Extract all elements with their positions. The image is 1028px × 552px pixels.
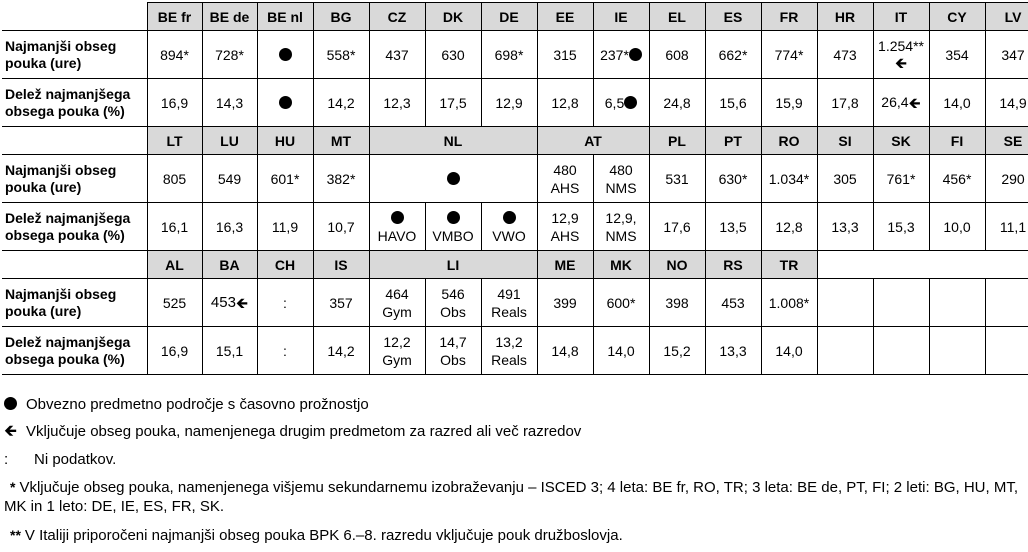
header-row-3 bbox=[2, 251, 1028, 279]
legend-dot-text: Obvezno predmetno področje s časovno prožnostjo bbox=[26, 396, 369, 413]
track-label: HAVO bbox=[377, 227, 417, 244]
country-header: SK bbox=[873, 127, 929, 155]
footnote-double-star bbox=[4, 526, 1024, 545]
data-cell: 12,3 bbox=[369, 79, 425, 127]
data-cell: 16,1 bbox=[147, 203, 202, 251]
flexible-time-dot-icon bbox=[629, 48, 642, 61]
country-header: NL bbox=[369, 127, 537, 155]
data-cell: 17,8 bbox=[817, 79, 873, 127]
country-header: PL bbox=[649, 127, 705, 155]
country-header: LI bbox=[369, 251, 537, 279]
data-cell: 12,9 AHS bbox=[537, 203, 593, 251]
data-cell: 16,9 bbox=[147, 79, 202, 127]
hours-row-2 bbox=[2, 155, 1028, 203]
data-cell: 805 bbox=[147, 155, 202, 203]
data-cell: 11,9 bbox=[257, 203, 313, 251]
data-cell: 16,9 bbox=[147, 327, 202, 375]
star-symbol: * bbox=[10, 479, 16, 495]
corner-cell bbox=[2, 251, 147, 279]
flexible-time-dot-icon bbox=[447, 211, 460, 224]
flexible-time-dot-icon bbox=[624, 96, 637, 109]
flexible-time-dot-icon bbox=[279, 48, 292, 61]
data-cell: 698* bbox=[481, 31, 537, 79]
data-cell: 14,8 bbox=[537, 327, 593, 375]
data-cell: 15,9 bbox=[761, 79, 817, 127]
data-cell: 14,9 bbox=[985, 79, 1028, 127]
cell-value: 6,5 bbox=[604, 94, 625, 111]
empty-cell bbox=[985, 327, 1028, 375]
data-cell: 546 Obs bbox=[425, 279, 481, 327]
data-cell: 12,8 bbox=[537, 79, 593, 127]
cell-value: 1.254** bbox=[878, 37, 924, 54]
header-row-1 bbox=[2, 3, 1028, 31]
country-header: BG bbox=[313, 3, 369, 31]
country-header: IE bbox=[593, 3, 649, 31]
empty-cell bbox=[817, 251, 873, 279]
data-cell: 382* bbox=[313, 155, 369, 203]
country-header: ES bbox=[705, 3, 761, 31]
data-cell: 456* bbox=[929, 155, 985, 203]
data-cell: 12,9, NMS bbox=[593, 203, 649, 251]
cell-value: 453 bbox=[210, 293, 236, 311]
country-header: CH bbox=[257, 251, 313, 279]
legend-dot-line bbox=[4, 396, 369, 414]
row-label-share: Delež najmanjšega obsega pouka (%) bbox=[2, 203, 147, 251]
footnote-star bbox=[4, 478, 1024, 516]
country-header: SE bbox=[985, 127, 1028, 155]
data-cell: 12,9 bbox=[481, 79, 537, 127]
data-cell bbox=[202, 279, 257, 327]
flexible-time-dot-icon bbox=[391, 211, 404, 224]
empty-cell bbox=[985, 279, 1028, 327]
data-cell: 1.008* bbox=[761, 279, 817, 327]
country-header: DE bbox=[481, 3, 537, 31]
row-label-hours: Najmanjši obseg pouka (ure) bbox=[2, 155, 147, 203]
legend-arrow-text: Vključuje obseg pouka, namenjenega drugim predmetom za razred ali več razredov bbox=[26, 423, 582, 440]
data-cell bbox=[873, 31, 929, 79]
cell-value: 26,4 bbox=[881, 93, 909, 110]
data-cell bbox=[481, 203, 537, 251]
flexible-time-dot-icon bbox=[447, 172, 460, 185]
data-cell: 1.034* bbox=[761, 155, 817, 203]
data-cell: 491 Reals bbox=[481, 279, 537, 327]
data-cell: 601* bbox=[257, 155, 313, 203]
country-header: EL bbox=[649, 3, 705, 31]
data-cell: 290 bbox=[985, 155, 1028, 203]
country-header: SI bbox=[817, 127, 873, 155]
data-cell bbox=[369, 203, 425, 251]
share-row-2 bbox=[2, 203, 1028, 251]
legend-na-text: Ni podatkov. bbox=[34, 451, 117, 468]
data-cell: 15,2 bbox=[649, 327, 705, 375]
row-label-hours: Najmanjši obseg pouka (ure) bbox=[2, 279, 147, 327]
data-cell: 14,7 Obs bbox=[425, 327, 481, 375]
data-cell: 13,3 bbox=[705, 327, 761, 375]
flexible-time-dot-icon bbox=[4, 397, 17, 410]
data-cell: 525 bbox=[147, 279, 202, 327]
data-cell: 24,8 bbox=[649, 79, 705, 127]
country-header: MT bbox=[313, 127, 369, 155]
country-header: NO bbox=[649, 251, 705, 279]
empty-cell bbox=[985, 251, 1028, 279]
country-header: HR bbox=[817, 3, 873, 31]
country-header: EE bbox=[537, 3, 593, 31]
country-header: CY bbox=[929, 3, 985, 31]
arrow-left-icon: 🡸 bbox=[4, 423, 17, 440]
share-row-1 bbox=[2, 79, 1028, 127]
header-row-2 bbox=[2, 127, 1028, 155]
data-cell: 315 bbox=[537, 31, 593, 79]
country-header: BE fr bbox=[147, 3, 202, 31]
data-cell: 17,6 bbox=[649, 203, 705, 251]
legend-arrow-line bbox=[4, 423, 581, 441]
arrow-left-icon: 🡸 bbox=[235, 294, 249, 312]
data-cell: 14,0 bbox=[593, 327, 649, 375]
instruction-time-table bbox=[2, 2, 1028, 375]
share-row-3 bbox=[2, 327, 1028, 375]
footnote-star-text: Vključuje obseg pouka, namenjenega višjemu sekundarnemu izobraževanju – ISCED 3; 4 leta: BE fr, RO, TR; 3 leta: BE de, PT, FI; 2 leti: BG, HU, MT, MK in 1 leto: DE, IE, ES, FR, SK. bbox=[4, 479, 1018, 515]
data-cell: 11,1 bbox=[985, 203, 1028, 251]
country-header: BE de bbox=[202, 3, 257, 31]
country-header: ME bbox=[537, 251, 593, 279]
corner-cell bbox=[2, 3, 147, 31]
country-header: LV bbox=[985, 3, 1028, 31]
empty-cell bbox=[929, 251, 985, 279]
country-header: RS bbox=[705, 251, 761, 279]
empty-cell bbox=[929, 327, 985, 375]
data-cell: 15,6 bbox=[705, 79, 761, 127]
data-cell: 13,5 bbox=[705, 203, 761, 251]
corner-cell bbox=[2, 127, 147, 155]
data-cell bbox=[369, 155, 537, 203]
data-cell: 399 bbox=[537, 279, 593, 327]
data-cell: 630 bbox=[425, 31, 481, 79]
arrow-left-icon: 🡸 bbox=[894, 54, 908, 72]
data-cell: 347 bbox=[985, 31, 1028, 79]
data-cell bbox=[873, 79, 929, 127]
country-header: DK bbox=[425, 3, 481, 31]
data-cell: 14,3 bbox=[202, 79, 257, 127]
data-cell: 305 bbox=[817, 155, 873, 203]
country-header: LT bbox=[147, 127, 202, 155]
data-cell: 437 bbox=[369, 31, 425, 79]
data-cell bbox=[425, 203, 481, 251]
data-cell: 558* bbox=[313, 31, 369, 79]
data-cell: 728* bbox=[202, 31, 257, 79]
empty-cell bbox=[873, 279, 929, 327]
country-header: BE nl bbox=[257, 3, 313, 31]
empty-cell bbox=[929, 279, 985, 327]
country-header: IT bbox=[873, 3, 929, 31]
data-cell: 17,5 bbox=[425, 79, 481, 127]
data-cell: 16,3 bbox=[202, 203, 257, 251]
country-header: RO bbox=[761, 127, 817, 155]
country-header: AT bbox=[537, 127, 649, 155]
flexible-time-dot-icon bbox=[503, 211, 516, 224]
data-cell: 13,3 bbox=[817, 203, 873, 251]
data-cell: 480 NMS bbox=[593, 155, 649, 203]
country-header: MK bbox=[593, 251, 649, 279]
data-cell: 10,7 bbox=[313, 203, 369, 251]
country-header: FR bbox=[761, 3, 817, 31]
data-cell: 357 bbox=[313, 279, 369, 327]
country-header: FI bbox=[929, 127, 985, 155]
hours-row-1 bbox=[2, 31, 1028, 79]
data-cell: 464 Gym bbox=[369, 279, 425, 327]
data-cell: 15,3 bbox=[873, 203, 929, 251]
data-cell: 14,0 bbox=[761, 327, 817, 375]
country-header: BA bbox=[202, 251, 257, 279]
data-cell: 761* bbox=[873, 155, 929, 203]
na-symbol: : bbox=[4, 451, 9, 468]
data-cell: : bbox=[257, 279, 313, 327]
data-cell: 600* bbox=[593, 279, 649, 327]
empty-cell bbox=[817, 279, 873, 327]
hours-row-3 bbox=[2, 279, 1028, 327]
country-header: CZ bbox=[369, 3, 425, 31]
data-cell: 13,2 Reals bbox=[481, 327, 537, 375]
data-cell: 15,1 bbox=[202, 327, 257, 375]
country-header: AL bbox=[147, 251, 202, 279]
country-header: HU bbox=[257, 127, 313, 155]
data-cell: 531 bbox=[649, 155, 705, 203]
data-cell: 10,0 bbox=[929, 203, 985, 251]
data-cell: 14,2 bbox=[313, 327, 369, 375]
row-label-share: Delež najmanjšega obsega pouka (%) bbox=[2, 327, 147, 375]
cell-value: 237* bbox=[600, 46, 629, 63]
data-cell bbox=[593, 79, 649, 127]
data-cell: 14,0 bbox=[929, 79, 985, 127]
data-cell: 14,2 bbox=[313, 79, 369, 127]
footnote-double-star-text: V Italiji priporočeni najmanjši obseg pouka BPK 6.–8. razredu vključuje pouk družboslovja. bbox=[24, 527, 623, 544]
country-header: IS bbox=[313, 251, 369, 279]
data-cell: 473 bbox=[817, 31, 873, 79]
country-header: LU bbox=[202, 127, 257, 155]
data-cell: 354 bbox=[929, 31, 985, 79]
flexible-time-dot-icon bbox=[279, 96, 292, 109]
double-star-symbol: ** bbox=[10, 527, 21, 543]
empty-cell bbox=[817, 327, 873, 375]
data-cell bbox=[257, 79, 313, 127]
data-cell: 608 bbox=[649, 31, 705, 79]
data-cell: 774* bbox=[761, 31, 817, 79]
legend-na-line bbox=[4, 451, 116, 469]
data-cell: 662* bbox=[705, 31, 761, 79]
data-cell: 12,2 Gym bbox=[369, 327, 425, 375]
data-cell: : bbox=[257, 327, 313, 375]
data-cell bbox=[593, 31, 649, 79]
data-cell: 549 bbox=[202, 155, 257, 203]
row-label-share: Delež najmanjšega obsega pouka (%) bbox=[2, 79, 147, 127]
empty-cell bbox=[873, 251, 929, 279]
empty-cell bbox=[873, 327, 929, 375]
track-label: VMBO bbox=[432, 227, 474, 244]
data-cell: 398 bbox=[649, 279, 705, 327]
data-cell: 480 AHS bbox=[537, 155, 593, 203]
data-cell: 453 bbox=[705, 279, 761, 327]
country-header: PT bbox=[705, 127, 761, 155]
track-label: VWO bbox=[492, 227, 526, 244]
data-cell bbox=[257, 31, 313, 79]
country-header: TR bbox=[761, 251, 817, 279]
row-label-hours: Najmanjši obseg pouka (ure) bbox=[2, 31, 147, 79]
arrow-left-icon: 🡸 bbox=[908, 94, 921, 112]
data-cell: 894* bbox=[147, 31, 202, 79]
data-cell: 12,8 bbox=[761, 203, 817, 251]
data-cell: 630* bbox=[705, 155, 761, 203]
